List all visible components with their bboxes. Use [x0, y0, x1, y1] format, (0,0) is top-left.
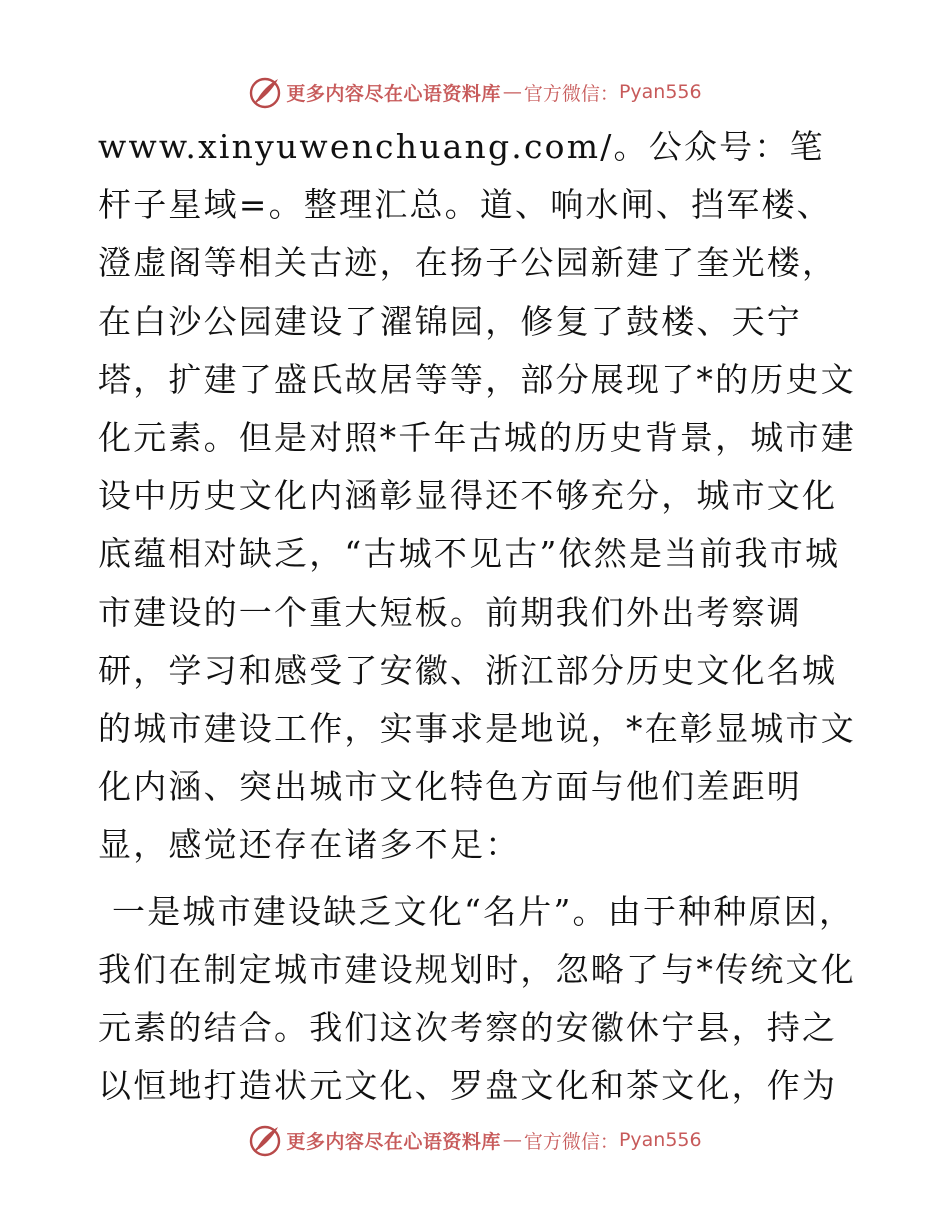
quill-logo-icon — [248, 1123, 282, 1157]
banner-dash: — — [502, 1129, 522, 1151]
banner-account: Pyan556 — [618, 1129, 702, 1151]
header-banner — [0, 72, 950, 112]
paragraph-2: 一是城市建设缺乏文化“名片”。由于种种原因，我们在制定城市建设规划时，忽略了与*传统文化元素的结合。我们这次考察的安徽休宁县，持之以恒地打造状元文化、罗盘文化和茶文化，作为 — [98, 891, 856, 1106]
document-body — [98, 118, 858, 1115]
banner-account: Pyan556 — [618, 81, 702, 103]
banner-official-label: 官方微信： — [523, 82, 619, 105]
footer-banner — [0, 1120, 950, 1160]
banner-title: 更多内容尽在心语资料库 — [286, 82, 501, 105]
quill-logo-icon — [248, 75, 282, 109]
paragraph-1: www.xinyuwenchuang.com/。公众号：笔杆子星域=。整理汇总。道、响水闸、挡军楼、澄虚阁等相关古迹，在扬子公园新建了奎光楼，在白沙公园建设了濯锦园，修复了鼓楼、天宁塔，扩建了盛氏故居等等，部分展现了*的历史文化元素。但是对照*千年古城的历史背景，城市建设中历史文化内涵彰显得还不够充分，城市文化底蕴相对缺乏，“古城不见古”依然是当前我市城市建设的一个重大短板。前期我们外出考察调研，学习和感受了安徽、浙江部分历史文化名城的城市建设工作，实事求是地说，*在彰显城市文化内涵、突出城市文化特色方面与他们差距明显，感觉还存在诸多不足： — [98, 127, 856, 865]
banner-dash: — — [502, 81, 522, 103]
banner-title: 更多内容尽在心语资料库 — [286, 1130, 501, 1153]
banner-official-label: 官方微信： — [523, 1130, 619, 1153]
